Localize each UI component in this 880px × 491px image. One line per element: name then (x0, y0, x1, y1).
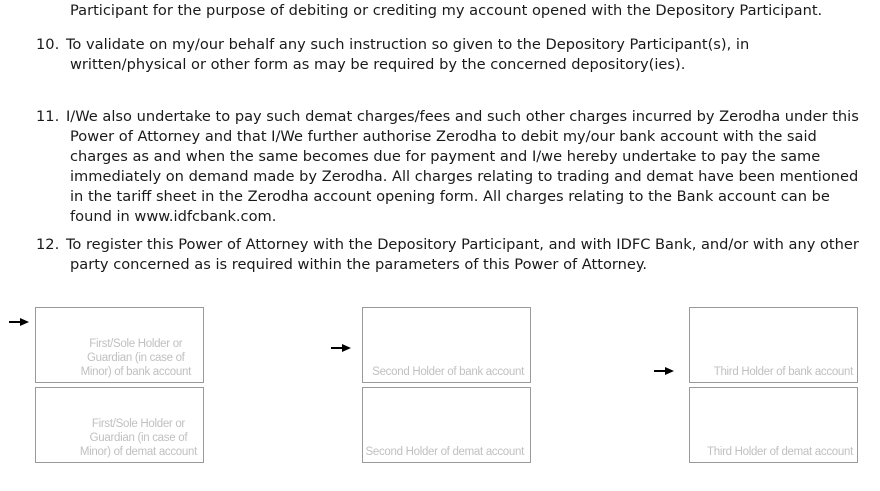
signature-box-label: First/Sole Holder or Guardian (in case of Minor) of demat account (79, 418, 197, 458)
signature-box-label: First/Sole Holder or Guardian (in case of Minor) of bank account (80, 338, 191, 378)
clause-text: To register this Power of Attorney with the Depository Participant, and with IDFC Bank, and/or with any other party concerned as is required within the parameters of this Power of Attorney. (66, 236, 859, 273)
clause-number: 10. (36, 36, 60, 53)
signature-box-second-holder-demat[interactable] (362, 387, 531, 463)
clause-number: 11. (36, 108, 60, 125)
signature-box-label: Third Holder of bank account (713, 366, 853, 378)
signature-box-third-holder-bank[interactable] (689, 307, 858, 383)
right-arrow-icon (331, 343, 351, 353)
signature-box-third-holder-demat[interactable] (689, 387, 858, 463)
right-arrow-icon (9, 317, 29, 327)
clause-number: 12. (36, 236, 60, 253)
clause-text: To validate on my/our behalf any such instruction so given to the Depository Participant(s), in written/physical or other form as may be required by the concerned depository(ies). (66, 36, 750, 73)
signature-box-first-holder-bank[interactable] (35, 307, 204, 383)
poa-continuation-line: Participant for the purpose of debiting or crediting my account opened with the Depository Participant. (70, 2, 823, 19)
signature-box-label: Third Holder of demat account (707, 446, 853, 458)
signature-box-label: Second Holder of demat account (365, 446, 524, 458)
clause-text: I/We also undertake to pay such demat charges/fees and such other charges incurred by Zerodha under this Power of Attorney and that I/We further authorise Zerodha to debit my/our bank account with the said charges as and when the same becomes due for payment and I/we hereby undertake to pay the same immediately on demand made by Zerodha. All charges relating to trading and demat have been mentioned in the tariff sheet in the Zerodha account opening form. All charges relating to the Bank account can be found in www.idfcbank.com. (66, 108, 859, 225)
signature-box-first-holder-demat[interactable] (35, 387, 204, 463)
signature-box-label: Second Holder of bank account (372, 366, 524, 378)
right-arrow-icon (654, 366, 674, 376)
signature-box-second-holder-bank[interactable] (362, 307, 531, 383)
